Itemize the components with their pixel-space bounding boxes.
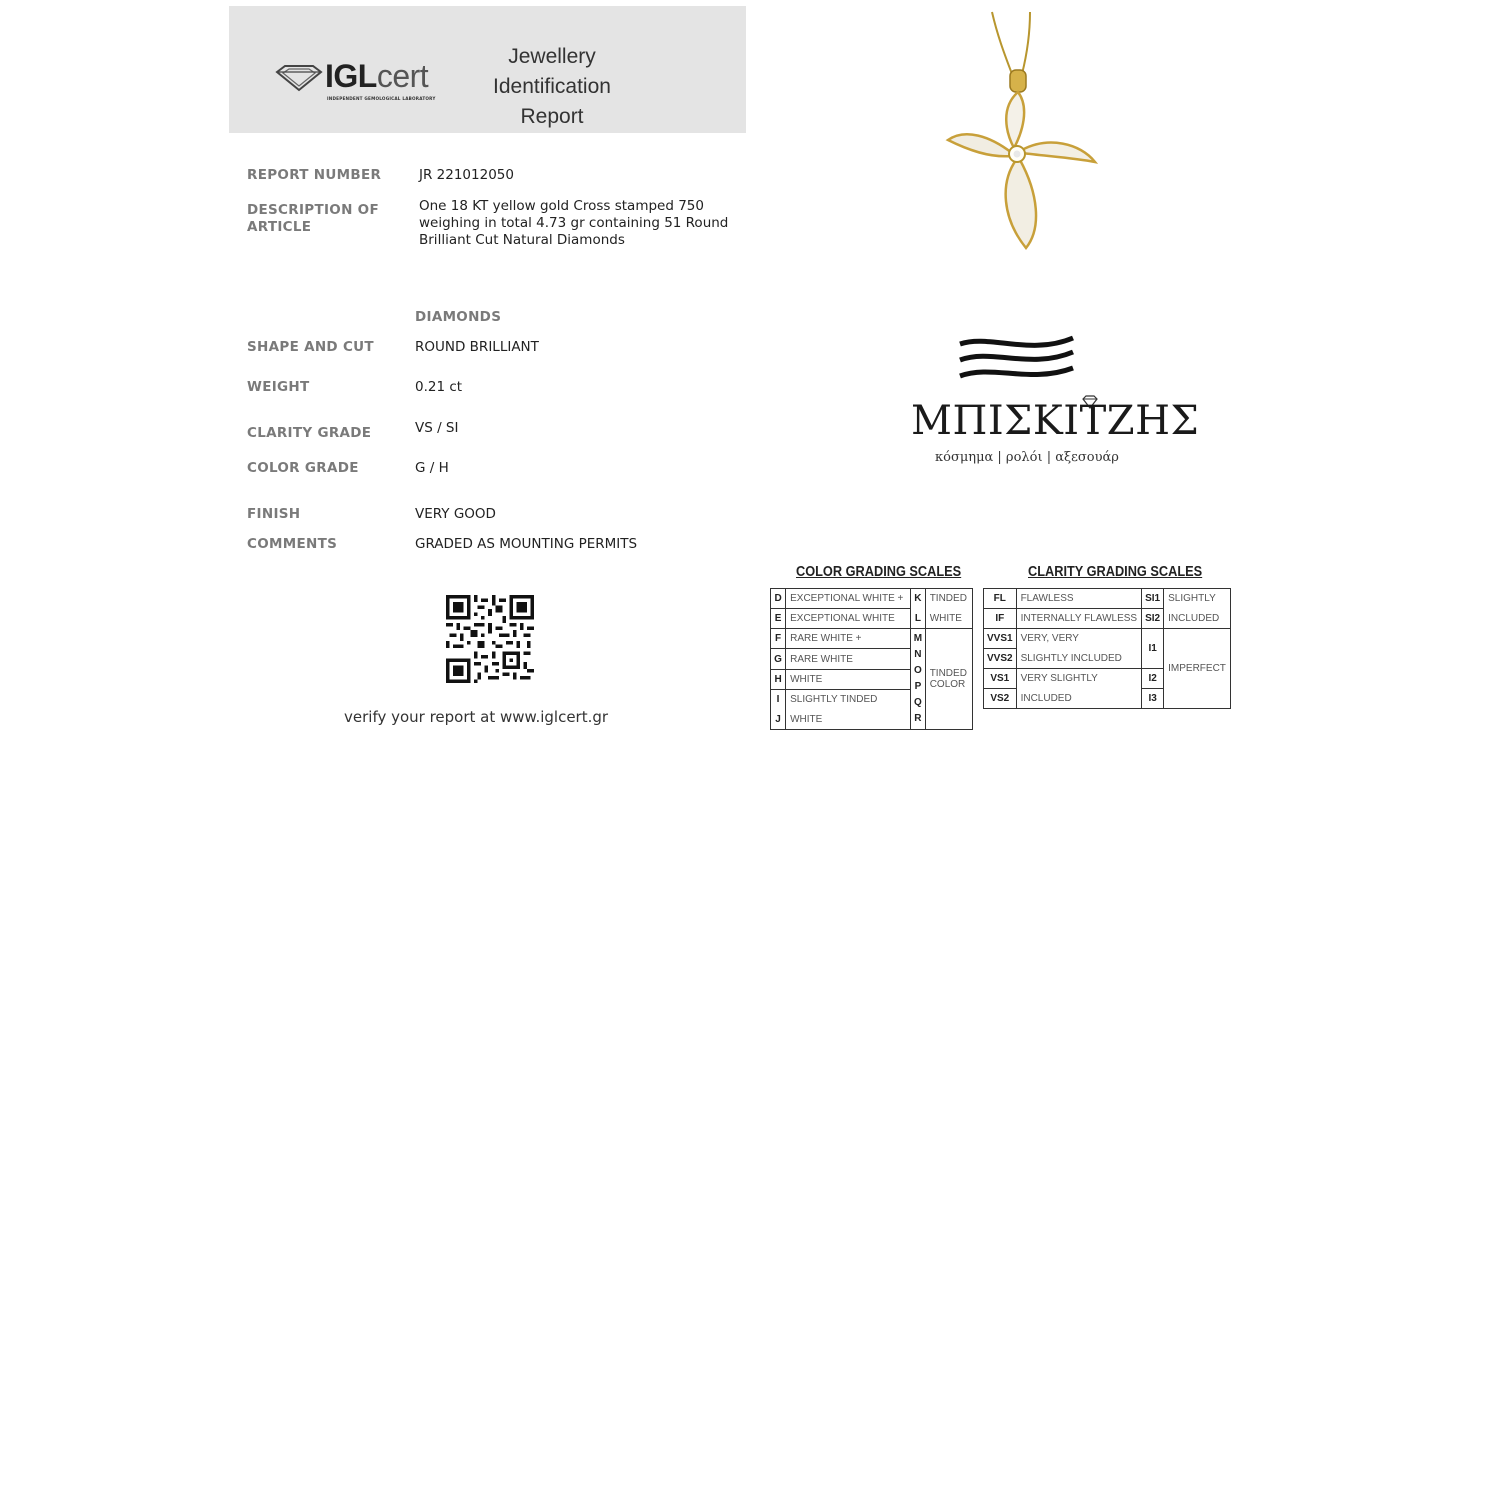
comments-label: COMMENTS xyxy=(247,536,338,552)
shape-label: SHAPE AND CUT xyxy=(247,339,374,355)
grade-label: COLOR xyxy=(929,679,966,690)
grade-label: EXCEPTIONAL WHITE + xyxy=(786,589,911,609)
grade-code: L xyxy=(911,609,926,629)
color-label: COLOR GRADE xyxy=(247,460,359,476)
report-title-line: Report xyxy=(520,105,584,128)
grade-code: M xyxy=(913,633,923,644)
grade-label: INCLUDED xyxy=(1016,689,1142,709)
grade-code-column xyxy=(911,629,926,730)
grade-label: VERY SLIGHTLY xyxy=(1016,669,1142,689)
grade-label: SLIGHTLY INCLUDED xyxy=(1016,649,1142,669)
table-row xyxy=(771,589,973,609)
diamond-icon xyxy=(275,64,323,92)
grade-label: TINDED xyxy=(925,589,972,609)
logo-tagline: INDEPENDENT GEMOLOGICAL LABORATORY xyxy=(327,96,436,101)
grade-label: INTERNALLY FLAWLESS xyxy=(1016,609,1142,629)
grade-label: WHITE xyxy=(925,609,972,629)
pendant-image xyxy=(930,8,1110,258)
jeweler-name: ΜΠΙΣΚΙΤΖΗΣ xyxy=(911,398,1200,444)
grade-code: G xyxy=(771,649,786,669)
table-row xyxy=(771,609,973,629)
grade-label: RARE WHITE + xyxy=(786,629,911,649)
grade-code: K xyxy=(911,589,926,609)
grade-code: R xyxy=(914,713,922,724)
table-row xyxy=(771,629,973,649)
grade-code: VS1 xyxy=(984,669,1017,689)
description-label: DESCRIPTION OF xyxy=(247,202,379,218)
grade-code: H xyxy=(771,669,786,689)
table-row xyxy=(984,629,1231,649)
report-header xyxy=(229,6,746,133)
clarity-scale-table xyxy=(983,588,1231,709)
clarity-label: CLARITY GRADE xyxy=(247,425,372,441)
grade-code: FL xyxy=(984,589,1017,609)
grade-label: TINDED xyxy=(929,668,967,679)
qr-code[interactable] xyxy=(446,595,534,683)
finish-label: FINISH xyxy=(247,506,301,522)
color-scale-title: COLOR GRADING SCALES xyxy=(796,564,962,580)
grade-code: P xyxy=(914,681,922,692)
logo-main: IGL xyxy=(325,58,377,94)
jeweler-tagline: κόσμημα | ρολόι | αξεσουάρ xyxy=(935,450,1119,465)
section-heading-diamonds: DIAMONDS xyxy=(415,309,502,325)
grade-code: I1 xyxy=(1142,629,1164,669)
clarity-value: VS / SI xyxy=(415,420,459,436)
grade-code: VS2 xyxy=(984,689,1017,709)
description-value: One 18 KT yellow gold Cross stamped 750 weighing in total 4.73 gr containing 51 Round Brilliant Cut Natural Diamonds xyxy=(419,198,729,248)
grade-label: WHITE xyxy=(786,710,911,730)
grade-label: SLIGHTLY TINDED xyxy=(786,690,911,710)
logo-wordmark xyxy=(325,58,428,94)
grade-label: INCLUDED xyxy=(1164,609,1231,629)
grade-label: WHITE xyxy=(786,669,911,689)
color-value: G / H xyxy=(415,460,449,476)
grade-code: E xyxy=(771,609,786,629)
grade-code: IF xyxy=(984,609,1017,629)
grade-code: SI2 xyxy=(1142,609,1164,629)
description-label-2: ARTICLE xyxy=(247,219,312,235)
grade-code: Q xyxy=(914,697,922,708)
verify-link[interactable]: verify your report at www.iglcert.gr xyxy=(344,708,609,726)
report-title xyxy=(477,42,627,132)
color-scale-table xyxy=(770,588,973,730)
grade-label: EXCEPTIONAL WHITE xyxy=(786,609,911,629)
grade-label: VERY, VERY xyxy=(1016,629,1142,649)
grade-code: O xyxy=(914,665,922,676)
table-row xyxy=(984,589,1231,609)
grade-label: IMPERFECT xyxy=(1164,629,1231,709)
comments-value: GRADED AS MOUNTING PERMITS xyxy=(415,536,638,552)
clarity-scale-title: CLARITY GRADING SCALES xyxy=(1028,564,1203,580)
grade-label-group xyxy=(925,629,972,730)
grade-code: N xyxy=(914,649,922,660)
finish-value: VERY GOOD xyxy=(415,506,496,522)
grade-code: J xyxy=(771,710,786,730)
report-title-line: Jewellery xyxy=(508,45,596,68)
grade-label: SLIGHTLY xyxy=(1164,589,1231,609)
iglcert-logo xyxy=(275,58,455,108)
grade-code: I3 xyxy=(1142,689,1164,709)
report-number-value: JR 221012050 xyxy=(419,167,514,183)
shape-value: ROUND BRILLIANT xyxy=(415,339,539,355)
grade-code: SI1 xyxy=(1142,589,1164,609)
grade-code: D xyxy=(771,589,786,609)
grade-code: VVS2 xyxy=(984,649,1017,669)
grade-code: VVS1 xyxy=(984,629,1017,649)
report-title-line: Identification xyxy=(493,75,611,98)
weight-value: 0.21 ct xyxy=(415,379,463,395)
grade-label: FLAWLESS xyxy=(1016,589,1142,609)
grade-code: I2 xyxy=(1142,669,1164,689)
weight-label: WEIGHT xyxy=(247,379,310,395)
logo-sub: cert xyxy=(376,58,429,94)
grade-code: I xyxy=(771,690,786,710)
report-number-label: REPORT NUMBER xyxy=(247,167,382,183)
grade-code: F xyxy=(771,629,786,649)
table-row xyxy=(984,609,1231,629)
grade-label: RARE WHITE xyxy=(786,649,911,669)
